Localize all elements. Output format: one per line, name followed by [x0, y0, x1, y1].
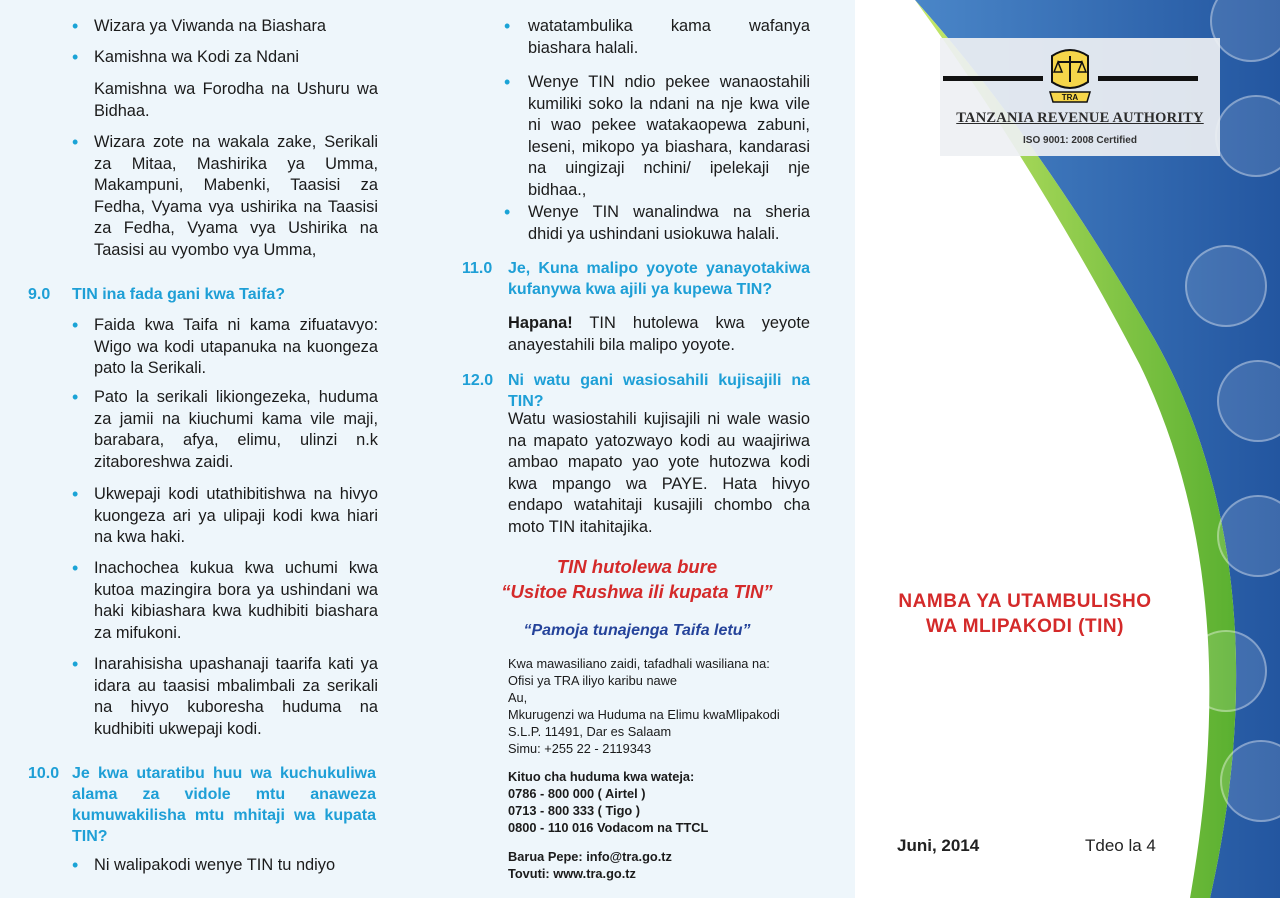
brochure-cover: [855, 0, 1280, 898]
helpdesk-number: 0800 - 110 016 Vodacom na TTCL: [508, 820, 709, 835]
contact-line: Mkurugenzi wa Huduma na Elimu kwaMlipakodi: [508, 707, 780, 722]
question-text: Je kwa utaratibu huu wa kuchukuliwa alama za vidole mtu anaweza kumuwakilisha mtu mhitaji wa kupata TIN?: [72, 765, 376, 845]
question-heading: [28, 284, 378, 305]
cover-title-line2: WA MLIPAKODI (TIN): [926, 616, 1124, 637]
free-tin-notice: TIN hutolewa bure: [556, 556, 718, 577]
question-number: 10.0: [28, 765, 60, 782]
list-item: • Wenye TIN ndio pekee wanaostahili kumiliki soko la ndani na nje kwa vile ni wao pekee watakaopewa zabuni, leseni, mikopo ya biashara, kandarasi na uingizaji nchini/ ipelekaji nje bidhaa.,: [462, 72, 810, 201]
cover-title-line1: NAMBA YA UTAMBULISHO: [898, 591, 1152, 612]
helpdesk-number: 0713 - 800 333 ( Tigo ): [508, 803, 641, 818]
list-item: • Ni walipakodi wenye TIN tu ndiyo: [28, 855, 378, 877]
list-item: • Inarahisisha upashanaji taarifa kati ya idara au taasisi mbalimbali za serikali na hivyo kuboresha huduma na kudhibiti ukwepaji kodi.: [28, 654, 378, 740]
list-item: • Wizara ya Viwanda na Biashara: [28, 16, 378, 38]
decorative-circle: [1185, 630, 1267, 712]
paragraph: Kamishna wa Forodha na Ushuru wa Bidhaa.: [94, 80, 378, 120]
authority-name: TANZANIA REVENUE AUTHORITY: [956, 110, 1204, 126]
question-heading: [462, 370, 810, 412]
list-item: • Kamishna wa Kodi za Ndani: [28, 47, 378, 69]
email-line: Barua Pepe: info@tra.go.tz: [508, 849, 672, 864]
edition-label: Tdeo la 4: [1085, 836, 1156, 855]
answer-paragraph: Watu wasiostahili kujisajili ni wale wasio na mapato yatozwayo kodi au waajiriwa ambao mapato yao yote hutozwa kodi kwa mpango wa PAYE. Hata hivyo endapo watahitaji kusajili chombo cha moto TIN itahitajika.: [508, 410, 810, 536]
publication-date: Juni, 2014: [897, 836, 980, 855]
answer-paragraph: [462, 313, 810, 356]
list-item: • Ukwepaji kodi utathibitishwa na hivyo kuongeza ari ya ulipaji kodi kwa hiari na kwa haki.: [28, 484, 378, 549]
contact-line: Au,: [508, 690, 528, 705]
helpdesk-heading: Kituo cha huduma kwa wateja:: [508, 769, 695, 784]
question-text: TIN ina fada gani kwa Taifa?: [72, 286, 286, 303]
question-number: 9.0: [28, 286, 51, 303]
question-number: 12.0: [462, 372, 494, 389]
answer-text: TIN hutolewa kwa yeyote anayestahili bila malipo yoyote.: [508, 314, 810, 354]
emblem-label: TRA: [1061, 93, 1079, 102]
contact-line: S.L.P. 11491, Dar es Salaam: [508, 724, 672, 739]
question-text: Je, Kuna malipo yoyote yanayotakiwa kufanywa kwa ajili ya kupewa TIN?: [508, 260, 810, 298]
decorative-circle: [1185, 245, 1267, 327]
list-item: • Wizara zote na wakala zake, Serikali za Mitaa, Mashirika ya Umma, Makampuni, Mabenki, Taasisi za Fedha, Vyama vya ushirika na Taasisi za Fedha, Vyama vya Ushirika na Taasisi au vyombo vya Umma,: [28, 132, 378, 261]
list-item: • watatambulika kama wafanya biashara halali.: [462, 16, 810, 59]
contact-line: Ofisi ya TRA iliyo karibu nawe: [508, 673, 678, 688]
iso-certification: ISO 9001: 2008 Certified: [1023, 135, 1137, 146]
contact-line: Kwa mawasiliano zaidi, tafadhali wasiliana na:: [508, 656, 770, 671]
list-item: • Inachochea kukua kwa uchumi kwa kutoa mazingira bora ya ushindani wa haki kibiashara kwa kudhibiti biashara za mifukoni.: [28, 558, 378, 644]
contact-line: Simu: +255 22 - 2119343: [508, 741, 652, 756]
tra-emblem-icon: [940, 42, 1220, 112]
question-text: Ni watu gani wasiosahili kujisajili na TIN?: [508, 372, 810, 410]
list-item: • Faida kwa Taifa ni kama zifuatavyo: Wigo wa kodi utapanuka na kuongeza pato la Serikali.: [28, 315, 378, 380]
helpdesk-number: 0786 - 800 000 ( Airtel ): [508, 786, 646, 801]
tra-logo-block: [940, 38, 1220, 156]
question-number: 11.0: [462, 260, 493, 277]
question-heading: [462, 258, 810, 300]
website-line: Tovuti: www.tra.go.tz: [508, 866, 636, 881]
answer-emphasis: Hapana!: [508, 314, 573, 332]
slogan: “Pamoja tunajenga Taifa letu”: [523, 622, 751, 639]
list-item: • Wenye TIN wanalindwa na sheria dhidi ya ushindani usiokuwa halali.: [462, 202, 810, 245]
anti-bribery-notice: “Usitoe Rushwa ili kupata TIN”: [501, 581, 773, 602]
question-heading: [28, 763, 376, 847]
list-item: • Pato la serikali likiongezeka, huduma za jamii na kiuchumi kama vile maji, barabara, afya, elimu, ulinzi n.k zitaboreshwa zaidi.: [28, 387, 378, 473]
